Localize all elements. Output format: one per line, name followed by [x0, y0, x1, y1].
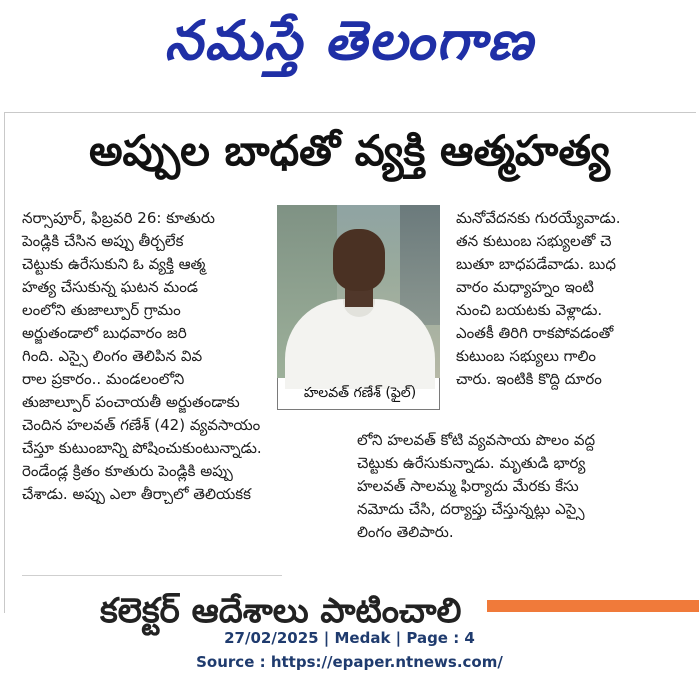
newspaper-logo: నమస్తే తెలంగాణ: [164, 9, 535, 72]
footer: [0, 626, 699, 674]
text-line: హలవత్ సాలమ్మ ఫిర్యాదు మేరకు కేసు: [357, 477, 579, 495]
text-line: చారు. ఇంటికి కొద్ది దూరం: [456, 370, 602, 388]
text-line: రాల ప్రకారం.. మండలంలోని: [22, 370, 185, 388]
footer-date-edition: 27/02/2025 | Medak | Page : 4: [224, 629, 475, 647]
accent-bar: [487, 600, 699, 612]
text-line: గింది. ఎస్సై లింగం తెలిపిన వివ: [22, 347, 203, 365]
article-column-right-bottom: [357, 429, 595, 544]
text-line: తుజాల్పూర్ పంచాయతీ అర్జుతండాకు: [22, 393, 240, 411]
text-line: నుంచి బయటకు వెళ్లాడు.: [456, 301, 603, 319]
text-line: నమోదు చేసి, దర్యాప్తు చేస్తున్నట్లు ఎస్సై: [357, 500, 585, 518]
column-divider: [22, 575, 282, 576]
photo-caption: హలవత్ గణేశ్ (ఫైల్): [303, 385, 417, 401]
portrait-photo: [277, 205, 440, 378]
text-line: వారం మధ్యాహ్నం ఇంటి: [456, 278, 594, 296]
text-line: అర్జుతండాలో బుధవారం జరి: [22, 324, 187, 342]
text-line: చెందిన హలవత్ గణేశ్ (42) వ్యవసాయం: [22, 416, 261, 434]
text-line: చెట్టుకు ఉరేసుకున్నాడు. మృతుడి భార్య: [357, 454, 586, 472]
text-line: లంలోని తుజాల్పూర్ గ్రామం: [22, 301, 181, 319]
article-column-right-top: [456, 207, 621, 391]
text-line: తన కుటుంబ సభ్యులతో చె: [456, 232, 612, 250]
text-line: చేశాడు. అప్పు ఎలా తీర్చాలో తెలియకక: [22, 485, 251, 503]
next-article-headline-text: కలెక్టర్ ఆదేశాలు పాటించాలి: [100, 591, 462, 631]
text-line: హత్య చేసుకున్న ఘటన మండ: [22, 278, 198, 296]
text-line: లోని హలవత్ కోటి వ్యవసాయ పొలం వద్ద: [357, 431, 596, 449]
next-article-headline: [100, 591, 462, 631]
text-line: మనోవేదనకు గురయ్యేవాడు.: [456, 209, 621, 227]
article-column-left: [22, 207, 262, 506]
text-line: కుటుంబ సభ్యులు గాలిం: [456, 347, 596, 365]
article-headline: అప్పుల బాధతో వ్యక్తి ఆత్మహత్య: [88, 126, 611, 175]
photo-head: [333, 229, 385, 291]
masthead: [0, 0, 699, 95]
text-line: బుతూ బాధపడేవాడు. బుధ: [456, 255, 616, 273]
text-line: రెండేండ్ల క్రితం కూతురు పెండ్లికి అప్పు: [22, 462, 233, 480]
text-line: నర్సాపూర్, ఫిబ్రవరి 26: కూతురు: [22, 209, 215, 227]
text-line: చేస్తూ కుటుంబాన్ని పోషించుకుంటున్నాడు.: [22, 439, 262, 457]
footer-source-link[interactable]: Source : https://epaper.ntnews.com/: [196, 653, 503, 671]
text-line: ఎంతకీ తిరిగి రాకపోవడంతో: [456, 324, 614, 342]
text-line: పెండ్లికి చేసిన అప్పు తీర్చలేక: [22, 232, 184, 250]
text-line: చెట్టుకు ఉరేసుకుని ఓ వ్యక్తి ఆత్మ: [22, 255, 206, 273]
text-line: లింగం తెలిపారు.: [357, 523, 454, 541]
